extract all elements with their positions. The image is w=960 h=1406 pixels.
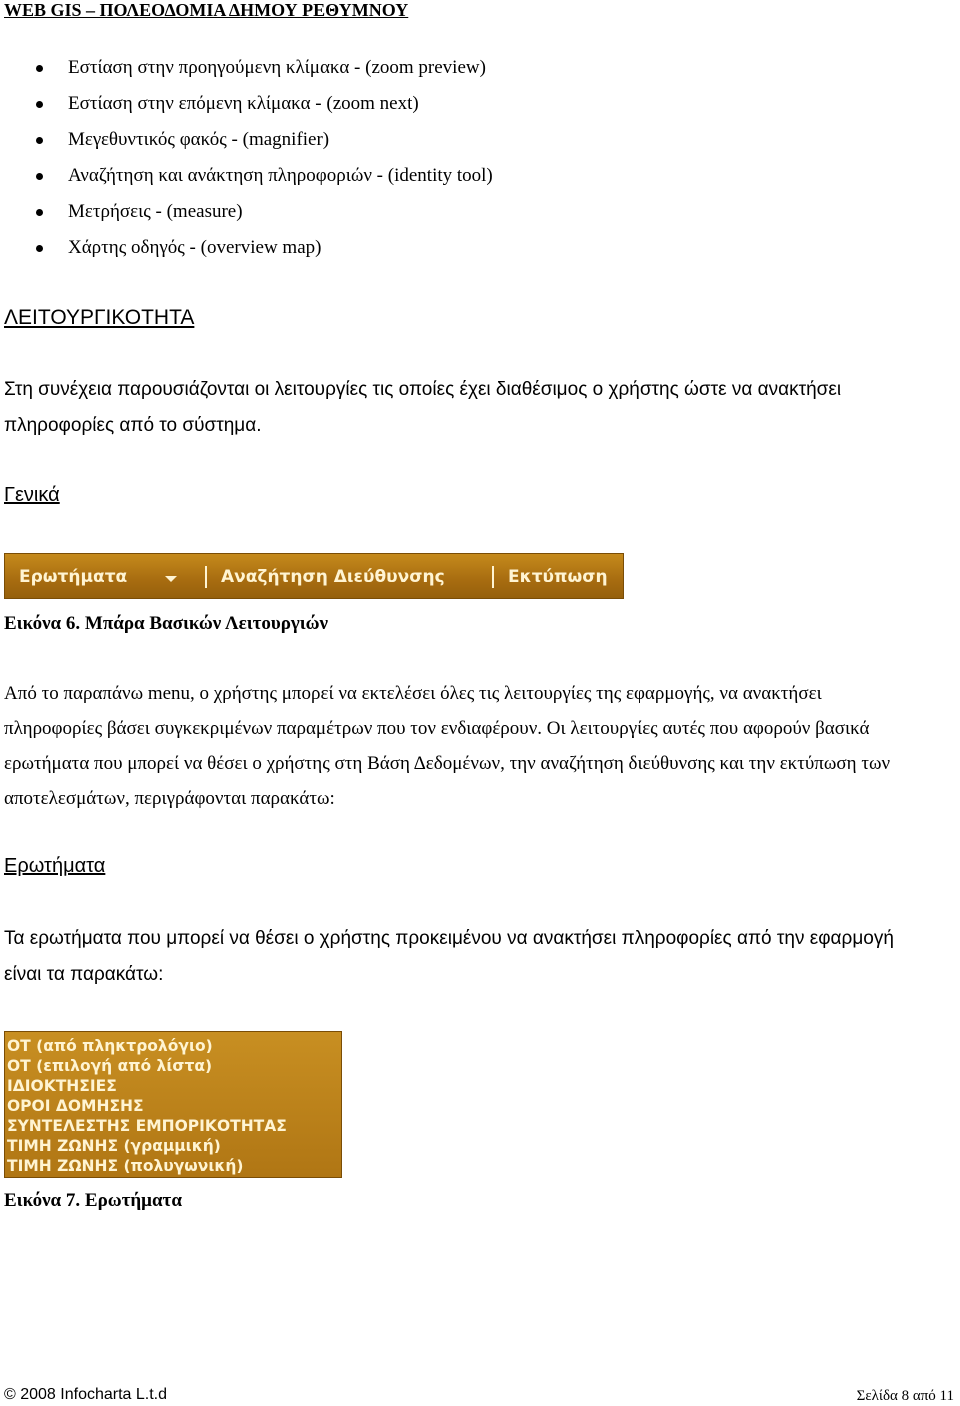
subsection-title-queries: Ερωτήματα bbox=[4, 855, 106, 877]
bullet-icon bbox=[36, 137, 43, 144]
main-menu-bar bbox=[4, 553, 624, 599]
body-line: πληροφορίες βάσει συγκεκριμένων παραμέτρων που τον ενδιαφέρουν. Οι λειτουργίες αυτές που αφορούν βασικά bbox=[4, 718, 870, 739]
query-option[interactable]: ΤΙΜΗ ΖΩΝΗΣ (γραμμική) bbox=[7, 1137, 221, 1155]
figure-caption: Εικόνα 6. Μπάρα Βασικών Λειτουργιών bbox=[4, 613, 329, 634]
queries-intro-line: είναι τα παρακάτω: bbox=[4, 964, 164, 985]
footer-page-number: Σελίδα 8 από 11 bbox=[856, 1388, 954, 1404]
bullet-icon bbox=[36, 245, 43, 252]
queries-dropdown-list bbox=[4, 1031, 342, 1178]
list-item bbox=[0, 89, 960, 125]
figure-caption: Εικόνα 7. Ερωτήματα bbox=[4, 1190, 182, 1211]
section-title: ΛΕΙΤΟΥΡΓΙΚΟΤΗΤΑ bbox=[4, 306, 195, 329]
intro-line: Στη συνέχεια παρουσιάζονται οι λειτουργίες τις οποίες έχει διαθέσιμος ο χρήστης ώστε να ανακτήσει bbox=[4, 379, 842, 400]
bullet-icon bbox=[36, 101, 43, 108]
list-item-text: Χάρτης οδηγός - (overview map) bbox=[68, 237, 322, 258]
list-item-text: Μεγεθυντικός φακός - (magnifier) bbox=[68, 129, 330, 150]
subsection-title-general: Γενικά bbox=[4, 484, 60, 506]
list-item bbox=[0, 161, 960, 197]
list-item-text: Μετρήσεις - (measure) bbox=[68, 201, 243, 222]
list-item bbox=[0, 53, 960, 89]
query-option[interactable]: ΟΡΟΙ ΔΟΜΗΣΗΣ bbox=[7, 1097, 144, 1115]
query-option[interactable]: ΣΥΝΤΕΛΕΣΤΗΣ ΕΜΠΟΡΙΚΟΤΗΤΑΣ bbox=[7, 1117, 287, 1135]
query-option[interactable]: ΟΤ (από πληκτρολόγιο) bbox=[7, 1037, 213, 1055]
query-option[interactable]: ΟΤ (επιλογή από λίστα) bbox=[7, 1057, 213, 1075]
list-item-text: Εστίαση στην προηγούμενη κλίμακα - (zoom preview) bbox=[68, 57, 486, 78]
body-line: ερωτήματα που μπορεί να θέσει ο χρήστης στη Βάση Δεδομένων, την αναζήτηση διεύθυνσης και την εκτύπωση των bbox=[4, 753, 891, 774]
body-line: αποτελεσμάτων, περιγράφονται παρακάτω: bbox=[4, 788, 335, 809]
footer-copyright: © 2008 Infocharta L.t.d bbox=[4, 1386, 168, 1403]
page-header-title: WEB GIS – ΠΟΛΕΟΔΟΜΙΑ ΔΗΜΟΥ ΡΕΘΥΜΝΟΥ bbox=[4, 0, 409, 20]
body-line: Από το παραπάνω menu, ο χρήστης μπορεί να εκτελέσει όλες τις λειτουργίες της εφαρμογής, να ανακτήσει bbox=[4, 683, 822, 704]
menu-queries[interactable]: Ερωτήματα bbox=[19, 567, 128, 587]
menu-print[interactable]: Εκτύπωση bbox=[508, 567, 608, 587]
query-option[interactable]: ΤΙΜΗ ΖΩΝΗΣ (πολυγωνική) bbox=[7, 1157, 244, 1175]
bullet-icon bbox=[36, 65, 43, 72]
queries-intro-line: Τα ερωτήματα που μπορεί να θέσει ο χρήστης προκειμένου να ανακτήσει πληροφορίες από την εφαρμογή bbox=[4, 928, 894, 949]
list-item-text: Αναζήτηση και ανάκτηση πληροφοριών - (identity tool) bbox=[68, 165, 493, 186]
menu-divider bbox=[205, 566, 207, 588]
list-item bbox=[0, 197, 960, 233]
menu-divider bbox=[492, 566, 494, 588]
list-item-text: Εστίαση στην επόμενη κλίμακα - (zoom next) bbox=[68, 93, 419, 114]
bullet-icon bbox=[36, 173, 43, 180]
intro-line: πληροφορίες από το σύστημα. bbox=[4, 415, 262, 436]
menu-address-search[interactable]: Αναζήτηση Διεύθυνσης bbox=[221, 567, 445, 587]
query-option[interactable]: ΙΔΙΟΚΤΗΣΙΕΣ bbox=[7, 1077, 117, 1095]
chevron-down-icon[interactable] bbox=[165, 576, 177, 582]
bullet-icon bbox=[36, 209, 43, 216]
list-item bbox=[0, 125, 960, 161]
tool-bullet-list bbox=[0, 53, 960, 269]
list-item bbox=[0, 233, 960, 269]
